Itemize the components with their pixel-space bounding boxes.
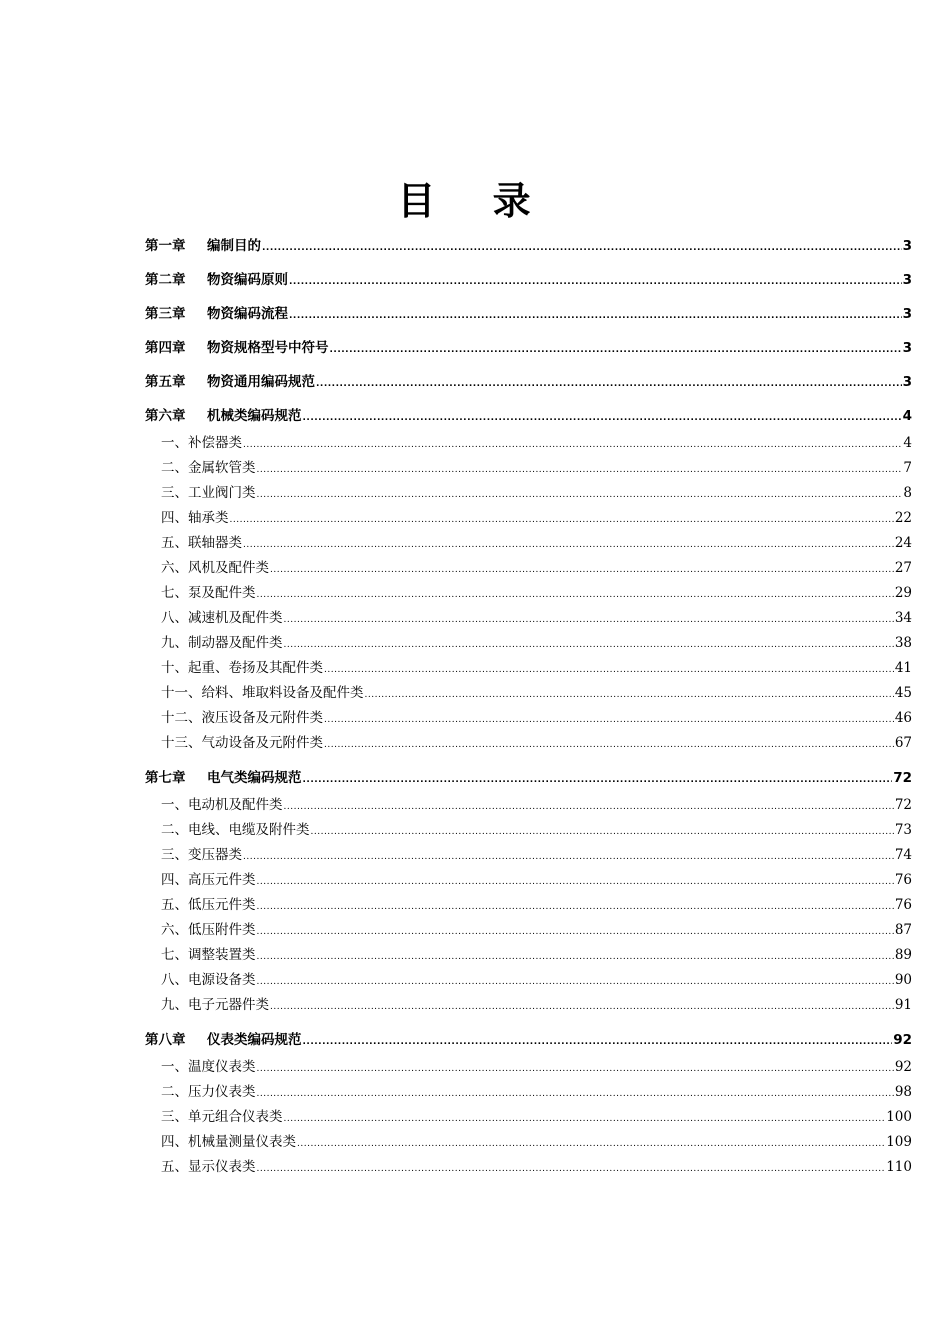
section-page-number: 74 [894,847,912,863]
section-page-number: 67 [894,735,912,751]
section-page-number: 38 [894,635,912,651]
section-page-number: 89 [894,947,912,963]
dot-leader [257,1160,886,1178]
dot-leader [257,923,894,941]
section-label: 四、高压元件类 [161,872,256,888]
section-label: 三、变压器类 [161,847,242,863]
toc-section[interactable] [145,734,912,752]
dot-leader [270,561,894,579]
dot-leader [257,973,894,991]
section-page-number: 4 [903,435,912,451]
dot-leader [324,736,894,754]
dot-leader [303,771,893,789]
dot-leader [257,586,894,604]
chapter-page-number: 3 [902,340,912,356]
toc-section[interactable] [145,996,912,1014]
section-label: 三、工业阀门类 [161,485,256,501]
section-page-number: 73 [894,822,912,838]
dot-leader [284,636,894,654]
toc-section[interactable] [145,796,912,814]
chapter-page-number: 3 [902,238,912,254]
section-page-number: 22 [894,510,912,526]
dot-leader [289,273,902,291]
chapter-number: 第二章 [145,272,186,288]
toc-section[interactable] [145,459,912,477]
chapter-page-number: 72 [893,770,912,786]
dot-leader [243,848,894,866]
toc-section[interactable] [145,1083,912,1101]
section-page-number: 24 [894,535,912,551]
section-label: 十二、液压设备及元附件类 [161,710,323,726]
dot-leader [257,1085,894,1103]
toc-section-list [145,434,912,752]
chapter-label [145,237,261,255]
dot-leader [303,1033,893,1051]
dot-leader [365,686,894,704]
section-label: 八、减速机及配件类 [161,610,283,626]
chapter-page-number: 3 [902,374,912,390]
toc-section[interactable] [145,821,912,839]
section-label: 五、联轴器类 [161,535,242,551]
section-label: 九、制动器及配件类 [161,635,283,651]
section-page-number: 72 [894,797,912,813]
chapter-title: 物资编码原则 [207,272,288,288]
chapter-title: 仪表类编码规范 [207,1032,302,1048]
dot-leader [284,798,894,816]
toc-section[interactable] [145,1108,912,1126]
toc-chapter[interactable] [145,305,912,323]
dot-leader [284,611,894,629]
section-page-number: 7 [903,460,912,476]
toc-chapter[interactable] [145,237,912,255]
toc-section[interactable] [145,709,912,727]
toc-section[interactable] [145,559,912,577]
dot-leader [330,341,902,359]
dot-leader [316,375,902,393]
toc-section[interactable] [145,846,912,864]
section-page-number: 8 [903,485,912,501]
chapter-label [145,305,288,323]
section-label: 五、显示仪表类 [161,1159,256,1175]
section-page-number: 100 [886,1109,912,1125]
chapter-number: 第四章 [145,340,186,356]
toc-section[interactable] [145,609,912,627]
toc-section[interactable] [145,946,912,964]
section-page-number: 109 [886,1134,912,1150]
chapter-label [145,339,329,357]
toc-section[interactable] [145,634,912,652]
dot-leader [243,436,902,454]
toc-section[interactable] [145,584,912,602]
chapter-number: 第一章 [145,238,186,254]
section-label: 四、机械量测量仪表类 [161,1134,296,1150]
section-page-number: 92 [894,1059,912,1075]
section-label: 一、电动机及配件类 [161,797,283,813]
toc-chapter[interactable] [145,1031,912,1049]
section-label: 一、补偿器类 [161,435,242,451]
dot-leader [243,536,894,554]
section-label: 二、压力仪表类 [161,1084,256,1100]
dot-leader [324,661,894,679]
section-page-number: 76 [894,872,912,888]
section-page-number: 91 [894,997,912,1013]
chapter-title: 物资通用编码规范 [207,374,315,390]
toc-section[interactable] [145,1133,912,1151]
chapter-label [145,271,288,289]
section-page-number: 27 [894,560,912,576]
chapter-title: 电气类编码规范 [207,770,302,786]
chapter-number: 第八章 [145,1032,186,1048]
dot-leader [297,1135,885,1153]
section-label: 五、低压元件类 [161,897,256,913]
section-page-number: 29 [894,585,912,601]
chapter-page-number: 3 [902,306,912,322]
toc-section[interactable] [145,434,912,452]
section-page-number: 98 [894,1084,912,1100]
toc-section[interactable] [145,921,912,939]
section-label: 六、风机及配件类 [161,560,269,576]
section-label: 八、电源设备类 [161,972,256,988]
dot-leader [303,409,902,427]
chapter-title: 机械类编码规范 [207,408,302,424]
dot-leader [257,873,894,891]
chapter-page-number: 92 [893,1032,912,1048]
toc-chapter[interactable] [145,407,912,425]
section-label: 一、温度仪表类 [161,1059,256,1075]
dot-leader [270,998,894,1016]
section-page-number: 46 [894,710,912,726]
page-title: 目 录 [397,179,553,223]
toc-section[interactable] [145,971,912,989]
section-page-number: 90 [894,972,912,988]
chapter-page-number: 4 [902,408,912,424]
toc-section[interactable] [145,871,912,889]
toc-section-list [145,1058,912,1176]
toc-chapter[interactable] [145,271,912,289]
section-page-number: 110 [886,1159,912,1175]
chapter-page-number: 3 [902,272,912,288]
toc-section[interactable] [145,1058,912,1076]
dot-leader [257,461,903,479]
dot-leader [324,711,894,729]
dot-leader [284,1110,886,1128]
section-label: 四、轴承类 [161,510,229,526]
section-label: 十、起重、卷扬及其配件类 [161,660,323,676]
toc-section[interactable] [145,509,912,527]
dot-leader [257,948,894,966]
toc-chapter[interactable] [145,769,912,787]
chapter-number: 第七章 [145,770,186,786]
toc-section-list [145,796,912,1014]
toc-section[interactable] [145,534,912,552]
section-page-number: 41 [894,660,912,676]
section-label: 六、低压附件类 [161,922,256,938]
section-page-number: 34 [894,610,912,626]
dot-leader [257,486,903,504]
chapter-title: 编制目的 [207,238,261,254]
section-label: 十一、给料、堆取料设备及配件类 [161,685,364,701]
toc-chapter[interactable] [145,373,912,391]
chapter-number: 第五章 [145,374,186,390]
section-page-number: 45 [894,685,912,701]
toc-chapter[interactable] [145,339,912,357]
toc-section[interactable] [145,684,912,702]
toc-section[interactable] [145,659,912,677]
chapter-label [145,407,302,425]
dot-leader [230,511,894,529]
chapter-title: 物资规格型号中符号 [207,340,329,356]
chapter-title: 物资编码流程 [207,306,288,322]
chapter-label [145,373,315,391]
section-label: 七、调整装置类 [161,947,256,963]
dot-leader [289,307,902,325]
toc-section[interactable] [145,1158,912,1176]
toc-section[interactable] [145,484,912,502]
section-label: 七、泵及配件类 [161,585,256,601]
section-page-number: 87 [894,922,912,938]
dot-leader [257,1060,894,1078]
section-label: 二、金属软管类 [161,460,256,476]
chapter-number: 第三章 [145,306,186,322]
section-label: 二、电线、电缆及附件类 [161,822,310,838]
section-label: 三、单元组合仪表类 [161,1109,283,1125]
section-label: 九、电子元器件类 [161,997,269,1013]
section-label: 十三、气动设备及元附件类 [161,735,323,751]
chapter-label [145,1031,302,1049]
dot-leader [311,823,894,841]
dot-leader [262,239,902,257]
toc-section[interactable] [145,896,912,914]
chapter-label [145,769,302,787]
section-page-number: 76 [894,897,912,913]
chapter-number: 第六章 [145,408,186,424]
table-of-contents [145,232,912,1176]
dot-leader [257,898,894,916]
